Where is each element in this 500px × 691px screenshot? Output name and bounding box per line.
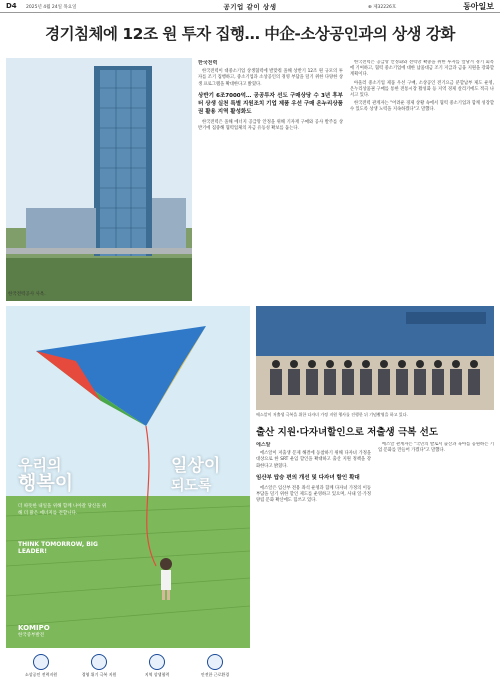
article2-col2 [378,442,494,687]
section2-headline: 출산 지원·다자녀할인으로 저출생 극복 선도 [256,427,439,438]
article2-col1 [256,442,371,687]
komipo-advertisement [6,306,250,686]
photo-caption: 한국전력공사 사옥. [8,292,46,297]
article2-para: 에스알은 임산부 전용 좌석 운영과 함께 다자녀 가정의 이동 부담을 덜기 위한 할인 제도를 운영하고 있으며, 사내 일·가정 양립 문화 확산에도 힘쓰고 있다. [256,485,371,504]
ad-brand: KOMIPO [18,624,50,632]
building-illustration [6,58,192,301]
page-header [0,0,500,13]
issue-date: 2025년 4월 24일 목요일 [26,5,77,10]
ad-icon-label: 소상공인 전력지원 [24,672,58,677]
ad-icon-label: 안전한 근로환경 [200,672,230,677]
ad-icon-strip [6,648,250,686]
handshake-icon [149,654,165,670]
group-photo-illustration [256,306,494,410]
article1-para: 한국전력은 공급망 안정화와 전력망 확충을 위한 투자를 앞당겨 경기 회복에 기여하고, 협력 중소기업에 대한 납품대금 조기 지급과 금융 지원을 강화할 계획이다. [350,60,494,78]
support-icon [91,654,107,670]
main-headline: 경기침체에 12조 원 투자 집행… 中企-소상공인과의 상생 강화 [45,25,455,43]
safety-icon [207,654,223,670]
article2-byline: 에스알 [256,442,271,448]
article1-para: 한국전력은 올해 에너지 공급망 안정을 위해 기자재 구매와 공사 발주를 상반기에 집중해 협력업체의 자금 유동성 확보를 돕는다. [198,119,343,132]
article1-byline: 한국전력 [198,60,218,66]
ad-line1: 우리의 [18,456,62,474]
ad-line2: 행복이 [18,472,74,494]
article1-para: 아울러 중소기업 제품 우선 구매, 소상공인 전기요금 분할납부 제도 운영, 온누리상품권 구매를 통한 전통시장 활성화 등 지역 경제 살리기에도 적극 나서고 있다. [350,80,494,99]
ad-icon-label: 지역 상생협력 [144,672,170,677]
newspaper-logo: 동아일보 [463,1,494,11]
ad-line4: 되도록 [171,478,212,494]
article1-para: 한국전력이 대중소기업 상생협력에 발맞춰 올해 상반기 12조 원 규모의 투자를 조기 집행하고, 중소기업과 소상공인의 경영 부담을 덜기 위한 다양한 상생 프로그램을 확대한다고 밝혔다. [198,69,343,87]
article1-col2 [350,60,494,300]
article2-para: 에스알이 저출생 문제 해결에 동참하기 위해 다자녀 가정을 대상으로 한 SRT 운임 할인을 확대하고 출산 지원 정책을 강화한다고 밝혔다. [256,451,371,469]
article2-subhead: 임산부 탑승 편의 개선 및 다자녀 할인 확대 [256,474,360,481]
ad-brand-sub: 한국중부발전 [18,633,45,638]
ad-icon-label: 경영 위기 극복 지원 [81,672,117,677]
section-title: 공기업 같이 상생 [223,3,277,11]
article2-para: 에스알 관계자는 "국민의 발로서 출산과 육아를 응원하는 기업 문화를 만들어 가겠다"고 말했다. [378,442,494,454]
article1-col1 [198,60,343,300]
building-photo [6,58,192,301]
article1-subhead: 상반기 6조7000억… 공공투자 선도 구매상당 수 3년 후부터 상생 실천 특별 지원조치 기업 제품 우선 구매 온누리상품권 활용 지역 활성화도 [198,92,343,115]
group-photo-caption: 에스알이 저출생 극복을 위한 다자녀 가정 지원 행사를 진행한 뒤 기념촬영을 하고 있다. [256,412,408,417]
ad-body: 더 따뜻한 내일을 위해 함께 나아갈 당신을 위해 더 맑은 에너지를 전합니다. [18,504,107,516]
article1-para: 한국전력 관계자는 "어려운 경제 상황 속에서 협력 중소기업과 함께 성장할 수 있도록 상생 노력을 지속하겠다"고 말했다. [350,101,494,113]
ad-slogan: THINK TOMORROW, BIG LEADER! [18,541,98,555]
issue-number: ⊕ 제32226호 [368,5,397,10]
ad-line3: 일상이 [171,456,221,476]
group-photo [256,306,494,410]
page-number: D4 [6,2,17,10]
power-icon [33,654,49,670]
